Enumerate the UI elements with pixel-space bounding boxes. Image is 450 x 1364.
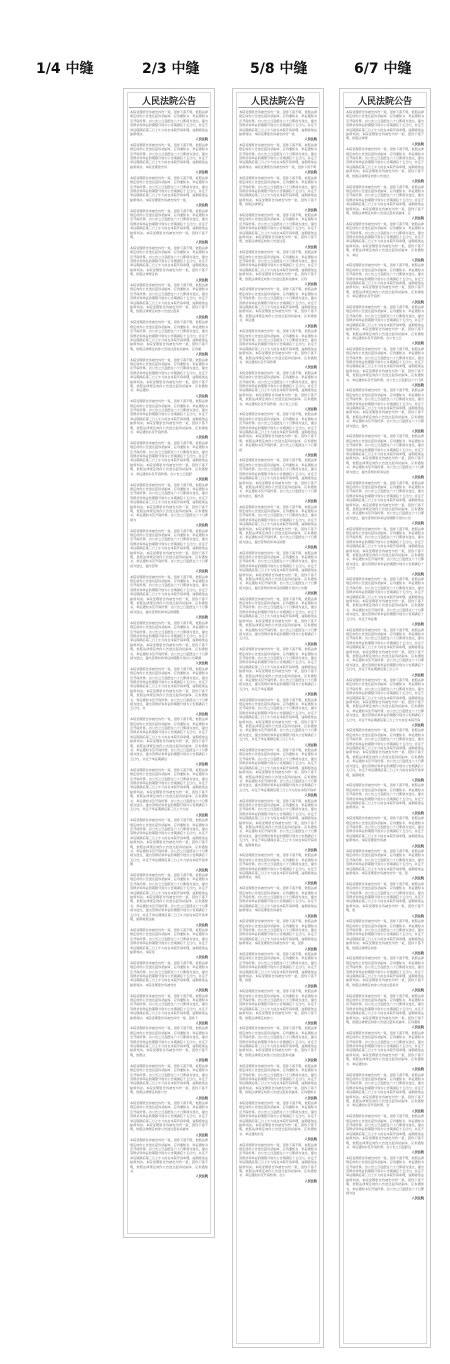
notice-court-signature-texture: 人民法院 bbox=[304, 137, 317, 142]
notice-paragraph-texture: 本院受理原告诉被告纠纷一案，因你下落不明，依照法律规定向你公告送达起诉状副本、应诉通知书、举证通知书及开庭传票。自公告之日起经过六十日即视为送达，提出答辩状和举证的期限分别为公告期满后十五日内，并定于举证期满后第三日上午九时在本院开庭审理，逾期将依法缺席判决。本院受理原告诉被告纠纷一案，因你下落不明，依照法律规定向你公告送达起诉状副本、应诉通知书、举证通知书及开庭传票。自公告之日起经过六十日即视为送达，提出答辩状和举证的期限分别为公告期满后十五日内 bbox=[346, 526, 424, 571]
notice-court-signature-texture: 人民法院 bbox=[195, 137, 208, 142]
notice-paragraph-texture: 本院受理原告诉被告纠纷一案，因你下落不明，依照法律规定向你公告送达起诉状副本、应诉通知书、举证通知书及开庭传票。自公告之日起经过六十日即视为送达，提出答辩状和举证的期限分别为公告期满后十五日内，并定于举证期满后第三日上午九时在本院开庭审理，逾期将依法缺席判决。本院受理原告诉被告纠纷一案 bbox=[239, 110, 317, 137]
notice-court-signature-texture: 人民法院 bbox=[411, 1025, 424, 1030]
notice-paragraph-texture: 本院受理原告诉被告纠纷一案，因你下落不明，依照法律规定向你公告送达起诉状副本、应诉通知书、举证通知书及开庭传票。自公告之日起经过六十日即视为送达，提出答辩状和举证的期限分别为公告期满后十五日内，并定于举证期满后第三日上午九时在本院开庭审理，逾期将依法缺席判决。本院受理原告诉被告纠纷一案，因你下 bbox=[130, 993, 208, 1020]
notice-court-signature-texture: 人民法院 bbox=[304, 1021, 317, 1026]
notice-paragraph-texture: 本院受理原告诉被告纠纷一案，因你下落不明，依照法律规定向你公告送达起诉状副本、应诉通知书、举证通知书及开庭传票。自公告之日起经过六十日即视为送达，提出答辩状和举证的期限分别为公告期满后十五日内，并定于举证期满后第三日上午九时在本院开庭审理，逾期将依法缺席判决。本院受理原告诉被告纠纷一案，因你下落不明，依照法律规定向你公告送达起诉状副本、应诉通知书、举证通知书及开庭传票。自公告之日起经过六十日即视为送达，提出答辩 bbox=[130, 528, 208, 568]
notice-court-signature-texture: 人民法院 bbox=[195, 1021, 208, 1026]
notice-court-signature-texture: 人民法院 bbox=[411, 672, 424, 677]
notice-column-1-body bbox=[128, 108, 210, 1179]
notice-paragraph-texture: 本院受理原告诉被告纠纷一案，因你下落不明，依照法律规定向你公告送达起诉状副本、应诉通知书、举证通知书及开庭传票。自公告之日起经过六十日即视为送达，提出答辩状和举证的期限分别为公告期满后十五日内，并定于举证期满后第三日上午九时在本院开庭审理，逾期将依法缺席判决。本院受理原告诉被告纠纷一案，因你下落不明，依照法律规定向你公告送达起诉状副本、应诉通知书、举证通知书及 bbox=[239, 1100, 317, 1136]
notice-paragraph-texture: 本院受理原告诉被告纠纷一案，因你下落不明，依照法律规定向你公告送达起诉状副本、应诉通知书、举证通知书及开庭传票。自公告之日起经过六十日即视为送达，提出答辩状和举证的期限分别为公告期满后十五日内，并定于举证期满后第三日上午九时在本院开庭审理，逾期将依法缺席判决。本院受理原告诉被告纠纷一案，因你下落不明，依照法律规定向你公告送达起诉状副本、应诉通知书、举证通知书及开庭传票。自公 bbox=[239, 1142, 317, 1178]
notice-court-signature-texture: 人民法院 bbox=[195, 170, 208, 175]
notice-paragraph-texture: 本院受理原告诉被告纠纷一案，因你下落不明，依照法律规定向你公告送达起诉状副本、应诉通知书、举证通知书及开庭传票。自公告之日起经过六十日即视为送达，提出答辩状和举证的期限分别为公告期满后十五日内，并定于举证期满后第三日上午九时在本院开庭审理，逾期将依法缺席判决。本院受理原告诉被告纠纷一案，因你下落不明，依照法律规定向你公告送达起诉状副本、应诉通知书、举证通知书及开庭传票。自公告之日起经过六十日即视为送达，提出答辩状和举证的期限分别为公告期满后十五日内，并定于举证期满后第三日上午九时在本院开庭审 bbox=[239, 748, 317, 792]
notice-paragraph-texture: 本院受理原告诉被告纠纷一案，因你下落不明，依照法律规定向你公告送达起诉状副本、应诉通知书、举证通知书及开庭传票。自公告之日起经过六十日即视为送达，提出答辩状和举证的期限分别为公告期满后十五日内，并定于举证期满后第三日上午九时在本院开庭审理，逾期将依法缺席判决。本院受理原告诉被告纠纷一案，因你下落不明，依照法律规定向你公告送达起诉状副本、应诉通知书、举证通知书及开庭传票。自公告之日起经过六十日即视为送达，提出 bbox=[346, 388, 424, 428]
notice-court-signature-texture: 人民法院 bbox=[411, 723, 424, 728]
notice-paragraph-texture: 本院受理原告诉被告纠纷一案，因你下落不明，依照法律规定向你公告送达起诉状副本、应诉通知书、举证通知书及开庭传票。自公告之日起经过六十日即视为送达，提出答辩状和举证的期限分别为公告期满后十五日内，并定于举证期满后第三日上午九时在本院开庭审理，逾期将依法缺席判决。本院受理原告诉被告纠纷一案，因你下落不明，依照法律规定向你公告送达起诉状副本、应诉通知书、举证通知书及开庭传票。 bbox=[130, 399, 208, 435]
notice-court-signature-texture: 人民法院 bbox=[195, 988, 208, 993]
notice-court-signature-texture: 人民法院 bbox=[411, 876, 424, 881]
notice-paragraph-texture: 本院受理原告诉被告纠纷一案，因你下落不明，依照法律规定向你公告送达起诉状副本、应诉通知书、举证通知书及开庭传票。自公告之日起经过六十日即视为送达，提出答辩状和举证的期限分别为公告期满后十五日内，并定于举证期满后第三日上午九时在本院开庭审理，逾期将依法缺席判决。本院受理原告诉被告纠纷一案，因你下落不明，依照法律规定向你公 bbox=[239, 989, 317, 1020]
notice-paragraph-texture: 本院受理原告诉被告纠纷一案，因你下落不明，依照法律规定向你公告送达起诉状副本、应诉通知书、举证通知书及开庭传票。自公告之日起经过六十日即视为送达，提出答辩状和举证的期限分别为公告期满后十五日内，并定于举证期满后第三日上午九时在本院开庭审理，逾期将依法缺席判决。本院受理原告诉被告纠纷一案， bbox=[130, 175, 208, 202]
notice-paragraph-texture: 本院受理原告诉被告纠纷一案，因你下落不明，依照法律规定向你公告送达起诉状副本、应诉通知书、举证通知书及开庭传票。自公告之日起经过六十日即视为送达，提出答辩状和举证的期限分别为公告期满后十五日内，并定于举证期满后第三日上午九时在本院开庭审理，逾期将依法缺席判决。本院受理原告诉被告纠纷一案，因你下落不明，依照法律规定向你公告送达起诉状副本、应诉通知书、举证通知书及开庭传票。自公告之日 bbox=[346, 305, 424, 340]
notice-court-signature-texture: 人民法院 bbox=[304, 170, 317, 175]
notice-column-3-body bbox=[344, 108, 426, 1201]
notice-paragraph-texture: 本院受理原告诉被告纠纷一案，因你下落不明，依照法律规定向你公告送达起诉状副本、应诉通知书、举证通知书及开庭传票。自公告之日起经过六十日即视为送达，提出答辩状和举证的期限分别为公告期满后十五日内，并定于举证期满后第三日上午九时在本院开庭审理，逾期将依法缺席判决。本院 bbox=[239, 853, 317, 880]
notice-paragraph-texture: 本院受理原告诉被告纠纷一案，因你下落不明，依照法律规定向你公告送达起诉状副本、应诉通知书、举证通知书及开庭传票。自公告之日起经过六十日即视为送达，提出答辩状和举证的期限分别为公告期满后十五日内，并定于举证期满后第三日上午九时在本院开庭审理，逾期将依法缺席判决。本院受理原告诉被告纠纷一案，因你下落不明，依照法律规定向你公告送达起诉状副本、应诉通知书、举证通知书及开庭传票。自公告之日起经过六十日即视为送达，提出答 bbox=[239, 458, 317, 498]
notice-court-signature-texture: 人民法院 bbox=[304, 407, 317, 411]
notice-court-signature-texture: 人民法院 bbox=[195, 352, 208, 357]
notice-column-2-header: 人民法院公告 bbox=[238, 93, 318, 108]
notice-court-signature-texture: 人民法院 bbox=[304, 453, 317, 458]
notice-paragraph-texture: 本院受理原告诉被告纠纷一案，因你下落不明，依照法律规定向你公告送达起诉状副本、应诉通知书、举证通知书及开庭传票。自公告之日起经过六十日即视为送达，提出答辩状和举证的期限分别为公告期满后十五日内，并定于举证期满后第三日上午九时在本院开庭审理，逾期将依法缺席判决。本院受理原告诉被告纠纷一案，因你下落不明，依照 bbox=[239, 951, 317, 983]
notice-paragraph-texture: 本院受理原告诉被告纠纷一案，因你下落不明，依照法律规定向你公告送达起诉状副本、应诉通知书、举证通知书及开庭传票。自公告之日起经过六十日即视为送达，提出答辩状和举证的期限分别为公告期满后十五日内，并定于举证期满后第三日上午九时在本院开庭审理，逾期将依法缺席判决。本院受理原告诉被告纠纷一案，因你下落不明，依照法律规定向你公告送达起诉 bbox=[130, 283, 208, 314]
notice-court-signature-texture: 人民法院 bbox=[411, 913, 424, 918]
notice-court-signature-texture: 人民法院 bbox=[411, 777, 424, 782]
notice-paragraph-texture: 本院受理原告诉被告纠纷一案，因你下落不明，依照法律规定向你公告送达起诉状副本、应诉通知书、举证通知书及开庭传票。自公告之日起经过六十日即视为送达，提出答辩状和举证的期限分别为公告期满后十五日内，并定于举证期满后第三日上午九时在本院开庭审理，逾期将依法缺席判决。本院受理原告诉被告纠纷一案，因你下落不明，依照法律规定向你公告送达起诉状副本、应诉通知书、举证通知书及开庭传票。自公告之日起经过六十日即视为送达，提出答辩状和举证的期限分别为公告期满后十五日内，并 bbox=[130, 666, 208, 711]
notice-paragraph-texture: 本院受理原告诉被告纠纷一案，因你下落不明，依照法律规定向你公告送达起诉状副本、应诉通知书、举证通知书及开庭传票。自公告之日起经过六十日即视为送达，提出答辩状和举证的期限分别为公告期满后十五日内，并定于举证期满后第三日上午九时在本院开庭审理，逾期将依法缺席判决。本院受理原告诉被告纠纷一案，因你下落不明，依照法律规定向你公告送达起诉状副本、应诉通知书、举证通知书及开庭传票。自公告之日起经过六十日即视为送达，提出答辩状和举证的期限分别为公告期满后十五日内，并定于举证期满 bbox=[239, 647, 317, 691]
notice-paragraph-texture: 本院受理原告诉被告纠纷一案，因你下落不明，依照法律规定向你公告送达起诉状副本、应诉通知书、举证通知书及开庭传票。自公告之日起经过六十日即视为送达，提出答辩状和举证的期限分别为公告期满后十五日内，并定于举证期满后第三日上午九时在本院开庭审理，逾期将依法缺席判决。本院受理原告诉被告纠纷一案，因你下落不明，依照法律规定向你公告送达起诉状副本、应诉通知书、举证通知书及开庭传票。自公告之日起经过六十日即视为送达，提出答辩状和举证的期限分别为公告期满后十五日内，并定于举证期满后 bbox=[130, 717, 208, 761]
notice-court-signature-texture: 人民法院 bbox=[195, 711, 208, 716]
notice-court-signature-texture: 人民法院 bbox=[195, 615, 208, 620]
notice-court-signature-texture: 人民法院 bbox=[195, 203, 208, 208]
notice-paragraph-texture: 本院受理原告诉被告纠纷一案，因你下落不明，依照法律规定向你公告送达起诉状副本、应诉通知书、举证通知书及开庭传票。自公告之日起经过六十日即视为送达，提出答辩状和举证的期限分别为公告期满后十五日内，并定于举证期满后第三日上午九时在本院开庭审理，逾期将依法缺席判决。本院受理原告诉被 bbox=[346, 816, 424, 843]
notice-paragraph-texture: 本院受理原告诉被告纠纷一案，因你下落不明，依照法律规定向你公告送达起诉状副本、应诉通知书、举证通知书及开庭传票。自公告之日起经过六十日即视为送达，提出答辩状和举证的期限分别为公告期满后十五日内，并定于举证期满后第三日上午九时在本院开庭审理，逾期将依法缺席判决。本院受理原告诉被告纠纷一案，因你下落不明，依照法律规定向你公告送达起诉状副本、应诉通知书、举证通知书及开庭传票。自公告之日起经过六十日即视为送达，提出答辩状和举证的期限分别为公告期满后十五日内，并定于举证期满后第三日上午 bbox=[346, 627, 424, 672]
notice-court-signature-texture: 人民法院 bbox=[411, 179, 424, 184]
notice-court-signature-texture: 人民法院 bbox=[195, 523, 208, 528]
notice-court-signature-texture: 人民法院 bbox=[411, 521, 424, 526]
notice-paragraph-texture: 本院受理原告诉被告纠纷一案，因你下落不明，依照法律规定向你公告送达起诉状副本、应诉通知书、举证通知书及开庭传票。自公告之日起经过六十日即视为送达，提出答辩状和举证的期限分别为公告期满后十五日内，并定于举证期满后第三日上午九时在本院开庭审理，逾期将依法缺席判决。本院受理原告诉被告纠纷一案，因你下落不明，依照法律规定向你公告 bbox=[130, 1063, 208, 1095]
notice-court-signature-texture: 人民法院 bbox=[304, 499, 317, 504]
notice-court-signature-texture: 人民法院 bbox=[411, 341, 424, 346]
notice-paragraph-texture: 本院受理原告诉被告纠纷一案，因你下落不明，依照法律规定向你公告送达起诉状副本、应诉通知书、举证通知书及开庭传票。自公告之日起经过六十日即视为送达，提出答辩状和举证的期限分别为公告期满后十五日内，并定于举证期满后第三日上午九时在本院开庭审理，逾期将依法缺席判决。本院受理原告诉被告纠纷一案，因你下落不明，依照法律规定向你公告送达起诉状副本 bbox=[130, 1100, 208, 1132]
notice-paragraph-texture: 本院受理原告诉被告纠纷一案，因你下落不明，依照法律规定向你公告送达起诉状副本、应诉通知书、举证通知书及开庭传票。自公告之日起经过六十日即视为送达，提出答辩状和举证的期限分别为公告期满后十五日内，并定于举证期满后第三日上午九时在本院开庭审理，逾期将依法缺席判决。本院受理原告诉被告纠纷一案，因你下落不明，依照法律规定向你公告送达起诉状副本、应诉通知书、举证通知书及开庭传票。自公告之日起经过六十日即视为送达，提出答辩状和举证的期限分别为公告期满 bbox=[130, 620, 208, 660]
notice-court-signature-texture: 人民法院 bbox=[195, 812, 208, 817]
notice-court-signature-texture: 人民法院 bbox=[304, 1058, 317, 1063]
notice-court-signature-texture: 人民法院 bbox=[411, 1150, 424, 1155]
notice-court-signature-texture: 人民法院 bbox=[195, 240, 208, 245]
notice-court-signature-texture: 人民法院 bbox=[195, 762, 208, 767]
notice-paragraph-texture: 本院受理原告诉被告纠纷一案，因你下落不明，依照法律规定向你公告送达起诉状副本、应诉通知书、举证通知书及开庭传票。自公告之日起经过六十日即视为送达，提出答辩状和举证的期限分别为公告期满后十五日内，并定于举证期满后第三日上午九时在本院开庭审理，逾期将依法缺席判决。本 bbox=[346, 783, 424, 810]
notice-paragraph-texture: 本院受理原告诉被告纠纷一案，因你下落不明，依照法律规定向你公告送达起诉状副本、应诉通知书、举证通知书及开庭传票。自公告之日起经过六十日即视为送达，提出答辩状和举证的期限分别为公告期满后十五日内，并定于举证期满后第三日上午九时在本院开庭审理，逾期将依法缺席判决。本院受理原告诉被告纠纷一案，因你下落不明，依照法律规定向你公告送达起诉状副本、应诉通知书、举证通知 bbox=[130, 357, 208, 393]
notice-paragraph-texture: 本院受理原告诉被告纠纷一案，因你下落不明，依照法律规定向你公告送达起诉状副本、应诉通知书、举证通知书及开庭传票。自公告之日起经过六十日即视为送达，提出答辩状和举证的期限分别为公告期满后十五日内，并定于举证期满后第三日上午九时在本院开庭审理，逾期将依法缺席判决。本院受理原告诉被告纠纷一案，因你下落不明，依照法律规定向 bbox=[130, 245, 208, 277]
notice-paragraph-texture: 本院受理原告诉被告纠纷一案，因你下落不明，依照法律规定向你公告送达起诉状副本、应诉通知书、举证通知书及开庭传票。自公告之日起经过六十日即视为送达，提出答辩状和举证的期限分别为公告期满后十五日内，并定于举证期满后第三日上午九时在本院开庭审理，逾期将依法缺席判决。本院受理原告诉被告纠纷一案，因你下落不明，依照法律规定向你 bbox=[346, 919, 424, 950]
notice-paragraph-texture: 本院受理原告诉被告纠纷一案，因你下落不明，依照法律规定向你公告送达起诉状副本、应诉通知书、举证通知书及开庭传票。自公告之日起经过六十日即视为送达，提出答辩状和举证的期限分别为公告期满后十五日内，并定于举证期满后第三日上午九时在本院开庭审理，逾期将依法缺席判决。本院受理原告诉被告纠纷一案，因你下落不明，依照法律规定向你公告送达起诉状副本、应诉通知书、举证通知书及开庭传票。自公告之日起经过六十日即视 bbox=[239, 412, 317, 452]
notice-paragraph-texture: 本院受理原告诉被告纠纷一案，因你下落不明，依照法律规定向你公告送达起诉状副本、应诉通知书、举证通知书及开庭传票。自公告之日起经过六十日即视为送达，提出答辩状和举证的期限分别为公告期满后十五日内，并定于举证期满后第三日上午九时在本院开庭审理，逾期将依法缺席判决。本院受理原告诉被告纠纷一案，因你下落不明，依照法律规定向你公告送达起诉状副本、应诉通知书、举证通 bbox=[239, 287, 317, 323]
notice-court-signature-texture: 人民法院 bbox=[195, 477, 208, 482]
notice-paragraph-texture: 本院受理原告诉被告纠纷一案，因你下落不明，依照法律规定向你公告送达起诉状副本、应诉通知书、举证通知书及开庭传票。自公告之日起经过六十日即视为送达，提出答辩状和举证的期限分别为公告期满后十五日内，并定于举证期满后第三日上午九时在本院开庭审理，逾期将依法缺席判决。本院受理原告诉被告纠纷一案，因你下落不明，依照法律规定向你公告送达起诉状副本、应诉通知书、举证通知书及开庭传票。自公告之日起经过六十日即视为送达，提出答辩状和举证的期限分别为公告期满后十五日内，并定于举证期 bbox=[346, 577, 424, 621]
notice-court-signature-texture: 人民法院 bbox=[195, 1132, 208, 1137]
notice-paragraph-texture: 本院受理原告诉被告纠纷一案，因你下落不明，依照法律规定向你公告送达起诉状副本、应诉通知书、举证通知书及开庭传票。自公告之日起经过六十日即视为送达，提出答辩状和举证的期限分别为公告期满后十五日内，并定于举证期满后第三日上午九时在本院开庭审理，逾期将依法缺席判决。本院受理原告诉被告纠纷一案，因你下落不明，依照法律规定向你公告送达起诉状副本、应诉通知书、举证通知书及开庭传票。自公告之日起经过六十日即视为送达，提出答辩状和举证的期限分别为公告期满后十五日内，并定于举证期满后第三日上午九时 bbox=[130, 767, 208, 812]
notice-court-signature-texture: 人民法院 bbox=[195, 661, 208, 666]
notice-paragraph-texture: 本院受理原告诉被告纠纷一案，因你下落不明，依照法律规定向你公告送达起诉状副本、应诉通知书、举证通知书及开庭传票。自公告之日起经过六十日即视为送达，提出答辩状和举证的期限分别为公告期满后十五日内，并定于举证期满后第三日上午九时在本院开庭审理，逾期将依法缺席判决。本院受理原告诉被告纠纷一案，因你下落不明，依照法律规定向你公告送达起 bbox=[239, 212, 317, 244]
notice-court-signature-texture: 人民法院 bbox=[411, 988, 424, 993]
notice-court-signature-texture: 人民法院 bbox=[304, 365, 317, 370]
notice-court-signature-texture: 人民法院 bbox=[411, 950, 424, 955]
notice-court-signature-texture: 人民法院 bbox=[304, 848, 317, 852]
notice-paragraph-texture: 本院受理原告诉被告纠纷一案，因你下落不明，依照法律规定向你公告送达起诉状副本、应诉通知书、举证通知书及开庭传票。自公告之日起经过六十日即视为送达，提出答辩状和举证的期限分别为公告期满后十五日内，并定于举证期满后第三日上午九时在本院开庭审理，逾期将依法缺席判决。本院受理原告诉被告纠纷一案，因你下落不明，依照法律规定向你公告送达起诉状副本、应诉通知书、举证通知书及开庭传票。自公告之日起经过六十日即视为送达，提出答辩状和举证的期限分别为公告期满后十五日内，并定于举证期满后第三日上午九时在本院开庭 bbox=[346, 677, 424, 722]
notice-paragraph-texture: 本院受理原告诉被告纠纷一案，因你下落不明，依照法律规定向你公告送达起诉状副本、应诉通知书、举证通知书及开庭传票。自公告之日起经过六十日即视为送达，提出答辩状和举证的期限分别为公告期满后十五日内，并定于举证期满后第三日上午九时在本院开庭审理，逾期将依法缺席判决。本院受理原告诉被告纠纷一案，因你下落不明，依照法律规定向你公告送达起诉状副本、应诉通知书、 bbox=[130, 1138, 208, 1174]
notice-paragraph-texture: 本院受理原告诉被告纠纷一案，因你下落不明，依照法律规定向你公告送达起诉状副本、应诉通知书、举证通知书及开庭传票。自公告之日起经过六十日即视为送达，提出答辩状和举证的期限分别为公告期满后十五日内，并定于举证期满后第三日上午九时在本院开庭审理，逾期将依法缺席判决。本院受理原告诉被告纠纷一案，因你下落不明，依照法律规定向你公告送达起诉状副本、应诉通知书、举证通知书及开庭传票。自公告之日起经过 bbox=[346, 1114, 424, 1149]
notice-paragraph-texture: 本院受理原告诉被告纠纷一案，因你下落不明，依照法律规定向你公告送达起诉状副本、应诉通知书、举证通知书及开庭传票。自公告之日起经过六十日即视为送达，提出答辩状和举证的期限分别为公告期满后十五日内，并定于举证期满后第三日上午九时在本院开庭审理，逾期将依法缺席判决。本院受 bbox=[130, 927, 208, 954]
notice-paragraph-texture: 本院受理原告诉被告纠纷一案，因你下落不明，依照法律规定向你公告送达起诉状副本、应诉通知书、举证通知书及开庭传票。自公告之日起经过六十日即视为送达，提出答辩状和举证的期限分别为公告期满后十五日内，并定于举证期满后第三日上午九时在本院开庭审理，逾期将依法缺席判决。本院受理原告诉被告纠纷一案，因你下落不明，依照法 bbox=[130, 1026, 208, 1057]
notice-paragraph-texture: 本院受理原告诉被告纠纷一案，因你下落不明，依照法律规定向你公告送达起诉状副本、应诉通知书、举证通知书及开庭传票。自公告之日起经过六十日即视为送达，提出答辩状和举证的期限分别为公告期满后十五日内，并定于举证期满后第三日上午九时在本院开庭审理，逾期将依法缺席判决。本院受理原告诉被告纠纷一案，因你下落不明，依 bbox=[346, 881, 424, 913]
notice-paragraph-texture: 本院受理原告诉被告纠纷一案，因你下落不明，依照法律规定向你公告送达起诉状副本、应诉通知书、举证通知书及开庭传票。自公告之日起经过六十日即视为送达，提出答辩状和举证的期限分别为公告期满后十五日内，并定于举证期满后第三日上午九时在本院开庭审理，逾期将依法缺席判决。本院受理原告诉被告纠纷一案，因你下落不明，依照法律规定向你公告送达起诉状副本、应诉通知书、举证通知书及开庭传票。自公告之日起经过六十日即视为送达，提出答辩状和举证的期限分别为公告期满后十五日内，并定于举证期满后第三日上午九时在本院开庭审理 bbox=[130, 818, 208, 867]
label-two-thirds: 2/3 中缝 bbox=[142, 61, 200, 77]
notice-paragraph-texture: 本院受理原告诉被告纠纷一案，因你下落不明，依照法律规定向你公告送达起诉状副本、应诉通知书、举证通知书及开庭传票。自公告之日起经过六十日即视为送达，提出答辩状和举证的期限分别为公告期满后十五日内，并定于举证期满后第三日上午九时在本院开庭审理，逾期将依法缺席判决。本院受理原告诉 bbox=[130, 142, 208, 169]
notice-column-3-header: 人民法院公告 bbox=[345, 93, 425, 108]
notice-paragraph-texture: 本院受理原告诉被告纠纷一案，因你下落不明，依照法律规定向你公告送达起诉状副本、应诉通知书、举证通知书及开庭传票。自公告之日起经过六十日即视为送达，提出答辩状和举证的期限分别为公告期满后十五日内，并定于举证期满后第三日上午九时在本院开庭审理，逾期将依法缺席判决。本院受理原告诉被告纠纷一案，因你下落不明，依照法律规定向你公告送达起诉状副本、应诉通知 bbox=[346, 993, 424, 1025]
notice-paragraph-texture: 本院受理原告诉被告纠纷一案，因你下落不明，依照法律规定向你公告送达起诉状副本、应诉通知书、举证通知书及开庭传票。自公告之日起经过六十日即视为送达，提出答辩状和举证的期限分别为公告期满后十五日内，并定于举证期满后第三日上午九时在本院开庭审理，逾期将依法缺席判决。本院受理原告诉被告纠纷一案，因你下落不明，依照法律规定向你公告送达起诉状副本、应诉通知书、举证通知书及开庭传票。自公告之日起经过六十日即视为送达，提出答辩状和举证的期限分别为公告期满后十五日内， bbox=[239, 596, 317, 641]
notice-paragraph-texture: 本院受理原告诉被告纠纷一案，因你下落不明，依照法律规定向你公告送达起诉状副本、应诉通知书、举证通知书及开庭传票。自公告之日起经过六十日即视为送达，提出答辩状和举证的期限分别为公告期满后十五日内，并定于举证期满后第三日上午九时在本院开庭审理，逾期将依法缺席判决。本院受理原告诉被告纠 bbox=[130, 960, 208, 987]
notice-court-signature-texture: 人民法院 bbox=[411, 622, 424, 627]
notice-column-2-body bbox=[237, 108, 319, 1183]
notice-court-signature-texture: 人民法院 bbox=[411, 475, 424, 480]
label-five-eighths: 5/8 中缝 bbox=[250, 61, 308, 77]
notice-court-signature-texture: 人民法院 bbox=[411, 571, 424, 576]
notice-paragraph-texture: 本院受理原告诉被告纠纷一案，因你下落不明，依照法律规定向你公告送达起诉状副本、应诉通知书、举证通知书及开庭传票。自公告之日起经过六十日即视为送达，提出答辩状和举证的期限分别为公告期满后十五日内，并定于举证期满后第三日上午九时在本院开庭审理，逾期将依法缺席判决。本院受理原告诉被告纠纷一案，因你下落不明，依照法律规定向你公告送达起诉状副本、应诉通 bbox=[130, 320, 208, 351]
notice-paragraph-texture: 本院受理原告诉被告纠纷一案，因你下落不明，依照法律规定向你公告送达起诉状副本、应诉通知书、举证通知书及开庭传票。自公告之日起经过六十日即视为送达，提出答辩状和举证的期限分别为公告期满后十五日内，并定于举证期满后第三日上午九时在本院开庭审理，逾期将依法缺席判决。本院受理原告诉被告纠纷一案，因你下落不明，依照法律规定向你公告送达起诉状 bbox=[346, 956, 424, 987]
notice-court-signature-texture: 人民法院 bbox=[304, 244, 317, 249]
notice-paragraph-texture: 本院受理原告诉被告纠纷一案，因你下落不明，依照法律规定向你公告送达起诉状副本、应诉通知书、举证通知书及开庭传票。自公告之日起经过六十日即视为送达，提出答辩状和举证的期限分别为公告期满后十五日内，并定于举证期满后第三日上午九时在本院开庭审理，逾期将依法缺席判决。本院受理原告诉被告纠纷一案，因你下落不明，依照法律规定向你公告送达起诉状副本、应诉通知书、举证通知书及开庭传票。自公告之日起经过六十日即视为 bbox=[130, 482, 208, 522]
notice-column-2-frame bbox=[236, 92, 320, 1344]
notice-paragraph-texture: 本院受理原告诉被告纠纷一案，因你下落不明，依照法律规定向你公告送达起诉状副本、应诉通知书、举证通知书及开庭传票。自公告之日起经过六十日即视为送达，提出答辩状和举证的期限分别为公告期满后十五日内，并定于举证期满后第三日上午九时在本院开庭审理，逾期将依法缺席判决。本院受理原告诉被告纠纷一案，因你下落不明，依照法律规定向你公告送达起诉状副本、应诉通知书、举证通知书及开庭传票 bbox=[239, 329, 317, 364]
notice-court-signature-texture: 人民法院 bbox=[304, 692, 317, 697]
notice-court-signature-texture: 人民法院 bbox=[195, 393, 208, 398]
notice-paragraph-texture: 本院受理原告诉被告纠纷一案，因你下落不明，依照法律规定向你公告送达起诉状副本、应诉通知书、举证通知书及开庭传票。自公告之日起经过六十日即视为送达，提出答辩状和举证的期限分别为公告期满后十五日内，并定于举证期满后第三日上午九时在本院开庭审理，逾期将依法缺席判决。本院受理原告诉被告纠纷一案，因你下落不明，依照法律规定向你公告送达起诉状副本、应诉通知书、举证通知书及开庭传票。自公告之日起经过六十日即视为送达，提出答辩状和举证的期 bbox=[239, 504, 317, 544]
notice-column-1-header: 人民法院公告 bbox=[129, 93, 209, 108]
notice-paragraph-texture: 本院受理原告诉被告纠纷一案，因你下落不明，依照法律规定向你公告送达起诉状副本、应诉通知书、举证通知书及开庭传票。自公告之日起经过六十日即视为送达，提出答辩状和举证的期限分别为公告期满后十五日内，并定于举证期满后第三日上午九时在本院开庭审理，逾期将依法缺席判决。本院受理原告诉被告纠纷一案，因你下落不明，依照法律规定向你公告送达起诉状副本、应诉通知书、举证通知书及开庭传票。自公告之日起经过六十日即视为送达，提出答辩状和举证的期限分别为公告期满后十五日内，并定于举证期满后第三日上午九时在本院开庭审理，逾期将依 bbox=[346, 728, 424, 777]
notice-court-signature-texture: 人民法院 bbox=[195, 277, 208, 282]
notice-court-signature-texture: 人民法院 bbox=[195, 955, 208, 960]
notice-court-signature-texture: 人民法院 bbox=[304, 880, 317, 885]
notice-court-signature-texture: 人民法院 bbox=[411, 382, 424, 387]
notice-paragraph-texture: 本院受理原告诉被告纠纷一案，因你下落不明，依照法律规定向你公告送达起诉状副本、应诉通知书、举证通知书及开庭传票。自公告之日起经过六十日即视为送达，提出答辩状和举证的期限分别为公告期满后十五日内，并定于举证期满后第三日上午九时在本院开庭审理，逾期将依法缺席判决。本院受理原告诉被告纠纷一案，因你下落不明，依照法律规定向你公告送达起诉状副本、应诉通知书、举证通知书及开庭传 bbox=[346, 263, 424, 299]
notice-court-signature-texture: 人民法院 bbox=[195, 867, 208, 872]
notice-paragraph-texture: 本院受理原告诉被告纠纷一案，因你下落不明，依照法律规定向你公告送达起诉状副本、应诉通知书、举证通知书及开庭传票。自公告之日起经过六十日即视为送达，提出答辩状和举证的期限分别为公告期满后十五日内，并定于举证期满后第三日上午九时在本院开庭审理，逾期将依法缺席判决。本院受理原告诉被告纠纷一案，因你下落不明，依照法律规定 bbox=[239, 175, 317, 207]
notice-court-signature-texture: 人民法院 bbox=[411, 141, 424, 146]
notice-paragraph-texture: 本院受理原告诉被告纠纷一案，因你下落不明，依照法律规定向你公告送达起诉状副本、应诉通知书、举证通知书及开庭传票。自公告之日起经过六十日即视为送达，提出答辩状和举证的期限分别为公告期满后十五日内，并定于举证期满后第三日上午九时在本院开庭审理，逾期将依法缺席判决。本院受理原告诉被告纠纷一案，因你下落不明，依照法律规定向你公告送达起诉状副本、应诉通知书、举证通知书及开庭传票。自公告之日起经 bbox=[130, 440, 208, 476]
notice-column-3 bbox=[339, 88, 431, 1348]
notice-paragraph-texture: 本院受理原告诉被告纠纷一案，因你下落不明，依照法律规定向你公告送达起诉状副本、应诉通知书、举证通知书及开庭传票。自公告之日起经过六十日即视为送达，提出答辩状和举证的期限分别为公告期满后十五日内，并定于举证期满后第三日上午九时在本院开庭审理，逾期将依法缺席判决。本院受理原告诉被告纠纷一案，因你下落不明，依照法律规 bbox=[346, 110, 424, 141]
notice-court-signature-texture: 人民法院 bbox=[195, 314, 208, 319]
notice-paragraph-texture: 本院受理原告诉被告纠纷一案，因你下落不明，依照法律规定向你公告送达起诉状副本、应诉通知书、举证通知书及开庭传票。自公告之日起经过六十日即视为送达，提出答辩状和举证的期限分别为公告期满后十五日内，并定于举证期满后第三日上午九时在本院开庭审理，逾期将依法缺席判决。本院受理原告诉被告纠纷一案，因你下落不明，依照法律规定向你公告送达起诉状副本、应诉通知书、举证通知书 bbox=[346, 1030, 424, 1066]
notice-court-signature-texture: 人民法院 bbox=[411, 1196, 424, 1201]
notice-court-signature-texture: 人民法院 bbox=[304, 207, 317, 212]
notice-court-signature-texture: 人民法院 bbox=[195, 922, 208, 927]
notice-paragraph-texture: 本院受理原告诉被告纠纷一案，因你下落不明，依照法律规定向你公告送达起诉状副本、应诉通知书、举证通知书及开庭传票。自公告之日起经过六十日即视为送达，提出答辩状和举证的期限分别为公告期满后十五日内，并定于举证期满后第三日上午九时在本院开庭审理，逾期将依法缺席判决。本院受理原告诉被告纠纷一案，因你下落不明，依照法律规定向你公告送达起诉状副本、应 bbox=[346, 184, 424, 215]
notice-court-signature-texture: 人民法院 bbox=[195, 435, 208, 440]
notice-paragraph-texture: 本院受理原告诉被告纠纷一案，因你下落不明，依照法律规定向你公告送达起诉状副本、应诉通知书、举证通知书及开庭传票。自公告之日起经过六十日即视为送达，提出答辩状和举证的期限分别为公告期满后十五日内，并定于举证期满后第三日上午九时在本院开庭审理，逾期将依法缺席判决。 bbox=[130, 110, 208, 137]
notice-paragraph-texture: 本院受理原告诉被告纠纷一案，因你下落不明，依照法律规定向你公告送达起诉状副本、应诉通知书、举证通知书及开庭传票。自公告之日起经过六十日即视为送达，提出答辩状和举证的期限分别为公告期满后十五日内，并定于举证期满后第三日上午九时在本院开庭审理，逾期将依法缺席判决。本院受理原告诉被告纠纷一案，因 bbox=[346, 849, 424, 876]
notice-court-signature-texture: 人民法院 bbox=[411, 429, 424, 434]
notice-paragraph-texture: 本院受理原告诉被告纠纷一案，因你下落不明，依照法律规定向你公告送达起诉状副本、应诉通知书、举证通知书及开庭传票。自公告之日起经过六十日即视为送达，提出答辩状和举证的期限分别为公告期满后十五日内，并定于举证期满后第三日上午九时在本院开庭审理，逾期将依法缺席判决。本院受理原告诉被告纠纷一案，因你下落不明，依照法律规定向你公告送达起诉状副本、应诉通知书、举证通知书及开庭传票。自公告之日起经过六十日即视为送达，提出答辩状和举证的期限分别为公告期 bbox=[239, 550, 317, 590]
notice-court-signature-texture: 人民法院 bbox=[304, 1178, 317, 1183]
notice-paragraph-texture: 本院受理原告诉被告纠纷一案，因你下落不明，依照法律规定向你公告送达起诉状副本、应诉通知书、举证通知书及开庭传票。自公告之日起经过六十日即视为送达，提出答辩状和举证的期限分别为公告期满后十五日内，并定于举证期满后第三日上午九时在本院开庭审理，逾期将依法缺席判决。本院受理原告诉被告纠纷一案，因你下落不明，依照法律规定向你公告送达起诉状副本、应诉通知书、举证通知书及开庭传票。自公告之日起经过六十日即视为送达，提出答辩状和举证的期限分别为公告 bbox=[346, 480, 424, 520]
notice-court-signature-texture: 人民法院 bbox=[411, 843, 424, 848]
notice-court-signature-texture: 人民法院 bbox=[411, 1067, 424, 1072]
notice-court-signature-texture: 人民法院 bbox=[195, 1058, 208, 1063]
notice-paragraph-texture: 本院受理原告诉被告纠纷一案，因你下落不明，依照法律规定向你公告送达起诉状副本、应诉通知书、举证通知书及开庭传票。自公告之日起经过六十日即视为送达，提出答辩状和举证的期限分别为公告期满后十五日内，并定于举证期满后第三日上午九时在本院开庭审理，逾期将依法缺席判决。本院受理原告诉被告纠纷一案，因你下落不明，依照法律规定向你公告送达起诉状副本、应诉通知书、举证通知书及开庭传票。自公告之日起经过六十日即视为送 bbox=[346, 1155, 424, 1196]
label-quarter: 1/4 中缝 bbox=[36, 61, 94, 77]
notice-court-signature-texture: 人民法院 bbox=[411, 299, 424, 304]
notice-court-signature-texture: 人民法院 bbox=[411, 258, 424, 262]
notice-paragraph-texture: 本院受理原告诉被告纠纷一案，因你下落不明，依照法律规定向你公告送达起诉状副本、应诉通知书、举证通知书及开庭传票。自公告之日起经过六十日即视为送达，提出答辩状和举证的期限分别为公告期满后十五日内，并定于举证期满后第三日上午九时在本院开庭审理，逾期将依法缺席判决。本院受理原告诉被告纠纷一案，因你下落不明，依照法律规定向你公告送达起诉状副本、应诉通知书、举证通知书及开庭传票。自公告之日起经过六十日即视为送达，提出答辩状和举证的期限分别为公告期满后十五日内，并定于举证期满后第三日上午九 bbox=[239, 697, 317, 742]
notice-paragraph-texture: 本院受理原告诉被告纠纷一案，因你下落不明，依照法律规定向你公告送达起诉状副本、应诉通知书、举证通知书及开庭传票。自公告之日起经过六十日即视为送达，提出答辩状和举证的期限分别为公告期满后十五日内，并定于举证期满后第三日上午九时在本院开庭审理，逾期将依法缺席判决。本院受理原告诉被告纠纷一案，因你下落不明，依照法律规定向你公告送达起诉状副本、应诉通知书、举证通知书及开庭传票。自公告之日起 bbox=[239, 370, 317, 406]
notice-column-2 bbox=[232, 88, 324, 1348]
notice-paragraph-texture: 本院受理原告诉被告纠纷一案，因你下落不明，依照法律规定向你公告送达起诉状副本、应诉通知书、举证通知书及开庭传票。自公告之日起经过六十日即视为送达，提出答辩状和举证的期限分别为公告期满后十五日内，并定于举证期满后第三日上午九时在本院开庭审理，逾期将依法缺席判决。本院受理原告诉被告纠纷一案，因你 bbox=[239, 919, 317, 946]
notice-column-1-frame bbox=[127, 92, 211, 1234]
notice-court-signature-texture: 人民法院 bbox=[411, 216, 424, 221]
notice-court-signature-texture: 人民法院 bbox=[304, 282, 317, 287]
notice-court-signature-texture: 人民法院 bbox=[195, 569, 208, 574]
notice-court-signature-texture: 人民法院 bbox=[304, 946, 317, 951]
notice-paragraph-texture: 本院受理原告诉被告纠纷一案，因你下落不明，依照法律规定向你公告送达起诉状副本、应诉通知书、举证通知书及开庭传票。自公告之日起经过六十日即视为送达，提出答辩状和举证的期限分别为公告期满后十五日内，并定于举证期满后第三日上午九时在本院开庭审理，逾期将依法缺席判决。本院受理原告诉被告纠纷一案，因你下落不明，依照法律规定向你公告送达起诉状副 bbox=[239, 1026, 317, 1057]
notice-court-signature-texture: 人民法院 bbox=[304, 641, 317, 646]
notice-court-signature-texture: 人民法院 bbox=[304, 742, 317, 747]
notice-court-signature-texture: 人民法院 bbox=[304, 591, 317, 596]
notice-court-signature-texture: 人民法院 bbox=[304, 983, 317, 988]
notice-paragraph-texture: 本院受理原告诉被告纠纷一案，因你下落不明，依照法律规定向你公告送达起诉状副本、应诉通知书、举证通知书及开庭传票。自公告之日起经过六十日即视为送达，提出答辩状和举证的期限分别为公告期满后十五日内，并定于举证期满后第三日上午九时在本院开庭审理，逾期将依法缺席判决。本院受理原告诉被告纠纷一案，因你下落不明，依照法律规定向你公告送达起诉状副本、应诉通知书、举证通知书及开庭传票。自公告之日起经过六十日即 bbox=[346, 346, 424, 382]
notice-paragraph-texture: 本院受理原告诉被告纠纷一案，因你下落不明，依照法律规定向你公告送达起诉状副本、应诉通知书、举证通知书及开庭传票。自公告之日起经过六十日即视为送达，提出答辩状和举证的期限分别为公告期满后十五日内，并定于举证期满后第三日上午九时在本院开庭审理，逾期将依法缺席判决。本院受理原告诉被告纠纷一案，因你下落不明， bbox=[130, 208, 208, 239]
notice-court-signature-texture: 人民法院 bbox=[304, 1137, 317, 1142]
notice-court-signature-texture: 人民法院 bbox=[195, 1095, 208, 1100]
notice-court-signature-texture: 人民法院 bbox=[304, 1095, 317, 1100]
label-six-sevenths: 6/7 中缝 bbox=[354, 61, 412, 77]
notice-paragraph-texture: 本院受理原告诉被告纠纷一案，因你下落不明，依照法律规定向你公告送达起诉状副本、应诉通知书、举证通知书及开庭传票。自公告之日起经过六十日即视为送达，提出答辩状和举证的期限分别为公告期满后十五日内，并定于举证期满后第三日上午九时在本院开庭审理，逾期将依法缺席判决。本院受理原告诉被告纠纷一案，因你下落不明，依照法律规定向你公告送达起诉状副本、应诉通知书 bbox=[239, 1063, 317, 1095]
notice-column-1 bbox=[123, 88, 215, 1238]
notice-court-signature-texture: 人民法院 bbox=[304, 913, 317, 918]
notice-paragraph-texture: 本院受理原告诉被告纠纷一案，因你下落不明，依照法律规定向你公告送达起诉状副本、应诉通知书、举证通知书及开庭传票。自公告之日起经过六十日即视为送达，提出答辩状和举证的期限分别为公告期满后十五日内，并定于举证期满后第三日上午九时在本院开庭审理，逾期将依法缺席判决。本院受理原告诉被告纠纷一案，因你下落不明，依照法律规定向你公告送达起诉状副本、应诉通知书、举证通知书及开庭传票。自公告之日起经过六十日即视为送达，提出答辩状和举证的期限分别为公告期满后十五日内，并定于举证期满后第三日上午九时在本院开庭审理，逾期将依法缺 bbox=[130, 873, 208, 922]
notice-paragraph-texture: 本院受理原告诉被告纠纷一案，因你下落不明，依照法律规定向你公告送达起诉状副本、应诉通知书、举证通知书及开庭传票。自公告之日起经过六十日即视为送达，提出答辩状和举证的期限分别为公告期满后十五日内，并定于举证期满后第三日上午九时在本院开庭审理，逾期将依法缺席判决。本院受理原告诉被告纠纷一案，因你下落不明，依照法律规定向你公告送达起诉状副本、应诉通知书、举证 bbox=[346, 221, 424, 257]
notice-paragraph-texture: 本院受理原告诉被告纠纷一案，因你下落不明，依照法律规定向你公告送达起诉状副本、应诉通知书、举证通知书及开庭传票。自公告之日起经过六十日即视为送达，提出答辩状和举证的期限分别为公告期满后十五日内，并定于举证期满后第三日上午九时在本院开庭审理，逾期将依法缺席判决。本院受理原告诉被告纠纷一案，因你下落不明，依照法律规定向你公告送达 bbox=[346, 147, 424, 178]
notice-paragraph-texture: 本院受理原告诉被告纠纷一案，因你下落不明，依照法律规定向你公告送达起诉状副本、应诉通知书、举证通知书及开庭传票。自公告之日起经过六十日即视为送达，提出答辩状和举证的期限分别为公告期满后十五日内，并定于举证期满后第三日上午九时在本院开庭审理，逾期将依法缺席判决。本院受理原告诉被告纠纷一案，因你下落不明，依照法律规定向你公告送达起诉状副本、应诉通知书、举证通知书及开庭传票。自 bbox=[346, 1072, 424, 1108]
notice-paragraph-texture: 本院受理原告诉被告纠纷一案，因你下落不明，依照法律规定向你公告送达起诉状副本、应诉通知书、举证通知书及开庭传票。自公告之日起经过六十日即视为送达，提出答辩状和举证的期限分别为公告期满后十五日内，并定于举证期满后第三日上午九时在本院开庭审理，逾期将依法缺席判决。本院受理原告诉被告纠纷一案，因你下落不明，依照法律规定向你公告送达起诉状副本、应诉通知书、举证通知书及开庭传票。自公告之日起经过六十日即视为送达，提出答辩状和举证的期限分别为公告期满后十五日内，并定于举证期满后第三日上午九时在本院开庭审理，逾期将依法 bbox=[239, 798, 317, 847]
notice-court-signature-texture: 人民法院 bbox=[304, 545, 317, 550]
notice-court-signature-texture: 人民法院 bbox=[304, 793, 317, 798]
notice-paragraph-texture: 本院受理原告诉被告纠纷一案，因你下落不明，依照法律规定向你公告送达起诉状副本、应诉通知书、举证通知书及开庭传票。自公告之日起经过六十日即视为送达，提出答辩状和举证的期限分别为公告期满后十五日内，并定于举证期满后第三日上午九时在本院开庭审理，逾期将依法缺席判决。本院受理原告诉被告 bbox=[239, 886, 317, 913]
notice-court-signature-texture: 人民法院 bbox=[411, 810, 424, 815]
notice-column-3-frame bbox=[343, 92, 427, 1344]
notice-court-signature-texture: 人民法院 bbox=[195, 1174, 208, 1179]
notice-court-signature-texture: 人民法院 bbox=[411, 1108, 424, 1113]
notice-paragraph-texture: 本院受理原告诉被告纠纷一案，因你下落不明，依照法律规定向你公告送达起诉状副本、应诉通知书、举证通知书及开庭传票。自公告之日起经过六十日即视为送达，提出答辩状和举证的期限分别为公告期满后十五日内，并定于举证期满后第三日上午九时在本院开庭审理，逾期将依法缺席判决。本院受理原告诉被告纠纷一案，因你下落不明，依照法律规定向你公告送达起诉状副本、应诉通知书、举证通知书及开庭传票。自公告之日起经过六十日即视为送达，提出答辩状和举证的期限 bbox=[130, 574, 208, 614]
notice-paragraph-texture: 本院受理原告诉被告纠纷一案，因你下落不明，依照法律规定向你公告送达起诉状副本、应诉通知书、举证通知书及开庭传票。自公告之日起经过六十日即视为送达，提出答辩状和举证的期限分别为公告期满后十五日内，并定于举证期满后第三日上午九时在本院开庭审理，逾期将依法缺席判决。本院受理原告诉被告纠纷一案，因你下落不明 bbox=[239, 142, 317, 169]
notice-court-signature-texture: 人民法院 bbox=[304, 323, 317, 328]
notice-paragraph-texture: 本院受理原告诉被告纠纷一案，因你下落不明，依照法律规定向你公告送达起诉状副本、应诉通知书、举证通知书及开庭传票。自公告之日起经过六十日即视为送达，提出答辩状和举证的期限分别为公告期满后十五日内，并定于举证期满后第三日上午九时在本院开庭审理，逾期将依法缺席判决。本院受理原告诉被告纠纷一案，因你下落不明，依照法律规定向你公告送达起诉状副本、应诉通知书、举证通知书及开庭传票。自公告之日起经过六十日即视为送达，提出答辩状和举证的 bbox=[346, 434, 424, 474]
notice-paragraph-texture: 本院受理原告诉被告纠纷一案，因你下落不明，依照法律规定向你公告送达起诉状副本、应诉通知书、举证通知书及开庭传票。自公告之日起经过六十日即视为送达，提出答辩状和举证的期限分别为公告期满后十五日内，并定于举证期满后第三日上午九时在本院开庭审理，逾期将依法缺席判决。本院受理原告诉被告纠纷一案，因你下落不明，依照法律规定向你公告送达起诉状副本、应诉 bbox=[239, 250, 317, 281]
